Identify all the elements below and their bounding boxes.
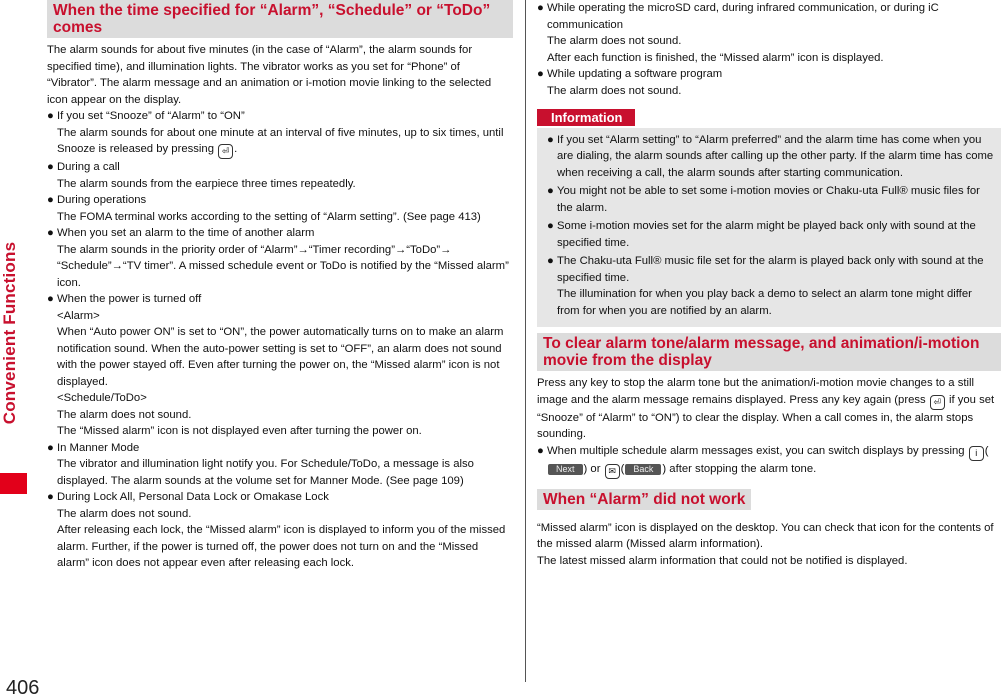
- item-text: The alarm sounds in the priority order of “Alarm”→“Timer recording”→“ToDo”→ “Schedule”→“TV timer”. A missed schedule event or ToDo is notified by the “Missed alarm” icon.: [57, 243, 509, 289]
- side-tab-label: Convenient Functions: [0, 241, 19, 425]
- item-text: The alarm sounds from the earpiece three times repeatedly.: [57, 177, 356, 190]
- left-column: [47, 0, 513, 572]
- page-number: 406: [6, 677, 40, 699]
- info-item: [547, 132, 997, 182]
- item-text: <Schedule/ToDo>: [57, 392, 147, 404]
- information-label: Information: [537, 109, 635, 126]
- item-text: The vibrator and illumination light notify you. For Schedule/ToDo, a message is also displayed. The alarm sounds at the volume set for Manner Mode. (See page 109): [57, 458, 474, 487]
- item-title: In Manner Mode: [57, 441, 140, 454]
- list-item: [537, 0, 1001, 66]
- item-title: During operations: [57, 194, 147, 206]
- list-item: [537, 66, 1001, 99]
- column-divider: [525, 0, 526, 682]
- softkey-next: Next: [548, 464, 583, 475]
- imode-key-icon: i: [969, 446, 984, 461]
- bullet-icon: ●: [47, 441, 54, 454]
- softkey-back: Back: [625, 464, 661, 475]
- clear-key-icon: ⏎: [930, 395, 945, 410]
- info-text: Some i-motion movies set for the alarm might be played back only with sound at the specified time.: [557, 220, 976, 249]
- list-item: [47, 225, 513, 291]
- bullet-icon: ●: [47, 161, 54, 173]
- bullet-icon: ●: [47, 293, 54, 305]
- list-item: [47, 159, 513, 192]
- item-text: The alarm does not sound.: [547, 35, 682, 47]
- bullet-icon: ●: [47, 194, 54, 206]
- mail-key-icon: ✉: [605, 464, 620, 479]
- section-heading-alarm-comes: When the time specified for “Alarm”, “Schedule” or “ToDo” comes: [47, 0, 513, 38]
- information-box: [537, 128, 1001, 328]
- side-tab-marker: [0, 473, 27, 494]
- item-text: When “Auto power ON” is set to “ON”, the power automatically turns on to make an alarm notification sound. When the auto-power setting is set to “OFF”, an alarm does not sound with the power stayed off. Even after turning the power on, the “Missed alarm” icon is not displayed.: [57, 326, 504, 388]
- item-text: <Alarm>: [57, 309, 100, 322]
- item-text: The alarm does not sound.: [57, 507, 192, 520]
- intro-paragraph: The alarm sounds for about five minutes (in the case of “Alarm”, the alarm sounds for specified time), and illumination lights. The vibrator works as you set for “Phone” of “Vibrator”. The alarm message and an animation or i-motion movie linking to the selected icon appear on the display.: [47, 44, 492, 106]
- bullet-icon: ●: [547, 133, 554, 146]
- item-title: While operating the microSD card, during infrared communication, or during iC communication: [547, 2, 939, 31]
- side-tab: [0, 0, 27, 699]
- clear-key-icon: ⏎: [218, 144, 233, 159]
- item-title: If you set “Snooze” of “Alarm” to “ON”: [57, 110, 245, 122]
- bullet-icon: ●: [547, 220, 554, 232]
- bullet-icon: ●: [47, 227, 54, 239]
- item-title: During a call: [57, 161, 120, 173]
- info-item: [547, 253, 997, 319]
- bullet-icon: ●: [47, 110, 54, 122]
- info-item: [547, 183, 997, 216]
- list-item: [47, 291, 513, 440]
- bullet-icon: ●: [537, 68, 544, 80]
- item-title: During Lock All, Personal Data Lock or Omakase Lock: [57, 491, 329, 503]
- missed-alarm-paragraph: “Missed alarm” icon is displayed on the desktop. You can check that icon for the contents of the missed alarm (Missed alarm information). The latest missed alarm information that could not be notified is displayed.: [537, 521, 994, 567]
- bullet-icon: ●: [537, 2, 544, 14]
- item-text: After each function is finished, the “Missed alarm” icon is displayed.: [547, 51, 884, 64]
- info-text: If you set “Alarm setting” to “Alarm preferred” and the alarm time has come when you are dialing, the alarm sounds after calling up the other party. If the alarm time has come when receiving a call, the alarm sounds after starting communication.: [557, 133, 994, 179]
- item-text: The alarm does not sound.: [547, 84, 682, 97]
- info-item: [547, 218, 997, 251]
- item-text: When multiple schedule alarm messages exist, you can switch displays by pressing i (Next ) or ✉ ( Back ) after stopping the alarm tone.: [547, 443, 1001, 479]
- list-item: [47, 440, 513, 490]
- item-text: The alarm does not sound.: [57, 408, 192, 421]
- item-title: While updating a software program: [547, 68, 723, 80]
- item-text: After releasing each lock, the “Missed alarm” icon is displayed to inform you of the missed alarm. Further, if the power is turned off, the power does not turn on and the “Missed alarm” icon does not appear even after releasing each lock.: [57, 524, 506, 569]
- bullet-icon: ●: [47, 491, 54, 503]
- bullet-icon: ●: [547, 255, 554, 267]
- item-title: When you set an alarm to the time of another alarm: [57, 227, 315, 239]
- section-heading-clear-alarm: To clear alarm tone/alarm message, and animation/i-motion movie from the display: [537, 333, 1001, 371]
- bullet-icon: ●: [537, 444, 544, 457]
- section-heading-alarm-not-work: When “Alarm” did not work: [537, 489, 751, 510]
- right-column: [537, 0, 1001, 569]
- list-item: [537, 443, 1001, 479]
- item-title: When the power is turned off: [57, 293, 202, 305]
- info-text: You might not be able to set some i-motion movies or Chaku-uta Full® music files for the alarm.: [557, 185, 980, 214]
- item-text: The FOMA terminal works according to the setting of “Alarm setting”. (See page 413): [57, 210, 481, 223]
- item-text: The alarm sounds for about one minute at an interval of five minutes, up to six times, until Snooze is released by pressing ⏎ .: [57, 125, 513, 160]
- list-item: [47, 192, 513, 225]
- item-text: The “Missed alarm” icon is not displayed even after turning the power on.: [57, 425, 422, 437]
- clear-paragraph: Press any key to stop the alarm tone but the animation/i-motion movie changes to a still image and the alarm message remains displayed. Press any key again (press ⏎ if you set “Snooze” of “Alarm” to “ON”) to clear the display. When a call comes in, the alarm stops sounding.: [537, 377, 995, 440]
- list-item: [47, 489, 513, 572]
- bullet-icon: ●: [547, 185, 554, 197]
- info-text: The Chaku-uta Full® music file set for the alarm is played back only with sound at the specified time. The illumination for when you play back a demo to select an alarm tone might differ from for when you are notified by an alarm.: [557, 255, 984, 317]
- list-item: [47, 108, 513, 159]
